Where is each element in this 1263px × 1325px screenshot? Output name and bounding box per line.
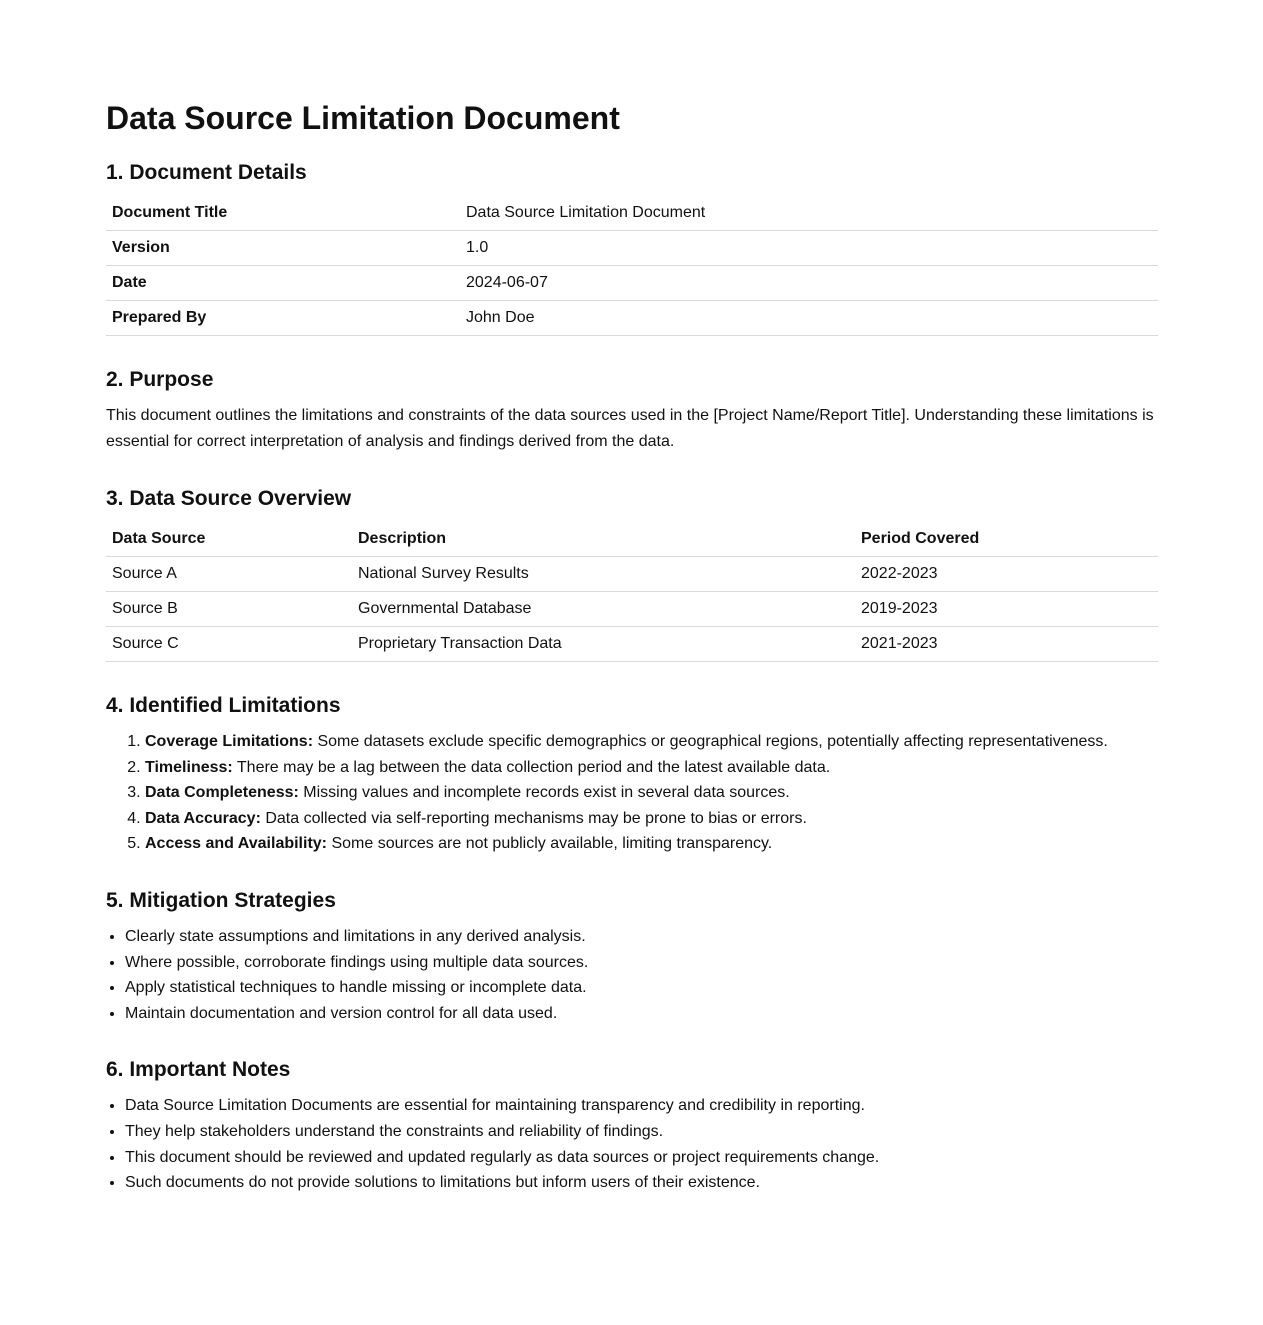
- list-item: [145, 755, 1158, 781]
- column-header: Data Source: [112, 530, 206, 547]
- limitation-text: Data collected via self-reporting mechanisms may be prone to bias or errors.: [260, 809, 807, 827]
- list-item: • Clearly state assumptions and limitations in any derived analysis.: [125, 924, 1158, 950]
- table-cell: Source B: [112, 600, 178, 617]
- table-row: [106, 231, 1158, 266]
- limitation-term: Coverage Limitations:: [145, 733, 314, 750]
- page-title: Data Source Limitation Document: [106, 100, 620, 136]
- limitation-term: Timeliness:: [145, 758, 233, 776]
- table-cell: 2022-2023: [861, 565, 938, 582]
- table-row: [106, 627, 1158, 662]
- table-cell: 2021-2023: [861, 635, 938, 652]
- details-label: Version: [112, 239, 170, 256]
- list-item: • This document should be reviewed and updated regularly as data sources or project requirements change.: [125, 1145, 1158, 1171]
- list-item: • Where possible, corroborate findings using multiple data sources.: [125, 950, 1158, 976]
- list-item: [145, 729, 1158, 755]
- details-label: Document Title: [112, 204, 228, 221]
- details-value: 2024-06-07: [466, 274, 548, 291]
- table-row: [106, 592, 1158, 627]
- notes-list: [106, 1093, 1158, 1195]
- list-item: • They help stakeholders understand the constraints and reliability of findings.: [125, 1119, 1158, 1145]
- list-item: • Maintain documentation and version control for all data used.: [125, 1001, 1158, 1027]
- table-row: [106, 557, 1158, 592]
- mitigation-list: [106, 924, 1158, 1026]
- table-cell: Proprietary Transaction Data: [358, 635, 562, 652]
- document-page: [106, 98, 1158, 1196]
- column-header: Description: [358, 530, 447, 547]
- document-details-table: [106, 196, 1158, 336]
- list-item: [145, 806, 1158, 832]
- section-heading-overview: 3. Data Source Overview: [106, 487, 352, 510]
- limitation-term: Access and Availability:: [145, 835, 327, 853]
- table-header-row: [106, 522, 1158, 557]
- table-row: [106, 266, 1158, 301]
- purpose-paragraph: This document outlines the limitations and constraints of the data sources used in the [Project Name/Report Title]. Understanding these limitations is essential for correct interpretation of analysis and findings derived from the data.: [106, 407, 1154, 450]
- limitation-term: Data Accuracy:: [145, 809, 261, 827]
- table-row: [106, 196, 1158, 231]
- details-value: 1.0: [466, 239, 489, 256]
- table-cell: Source A: [112, 565, 177, 582]
- limitation-text: Some datasets exclude specific demographics or geographical regions, potentially affecting representativeness.: [313, 733, 1108, 750]
- details-value: Data Source Limitation Document: [466, 204, 706, 221]
- section-heading-mitigation: 5. Mitigation Strategies: [106, 888, 336, 912]
- section-heading-purpose: 2. Purpose: [106, 368, 214, 391]
- section-heading-limitations: 4. Identified Limitations: [106, 694, 341, 717]
- list-item: [145, 831, 1158, 857]
- table-cell: Source C: [112, 635, 179, 652]
- list-item: • Data Source Limitation Documents are essential for maintaining transparency and credibility in reporting.: [125, 1093, 1158, 1119]
- limitation-text: There may be a lag between the data collection period and the latest available data.: [232, 758, 831, 776]
- section-heading-details: 1. Document Details: [106, 161, 307, 184]
- data-source-overview-table: [106, 522, 1158, 662]
- limitation-text: Missing values and incomplete records exist in several data sources.: [298, 784, 790, 802]
- table-row: [106, 301, 1158, 336]
- section-heading-notes: 6. Important Notes: [106, 1058, 291, 1082]
- table-cell: 2019-2023: [861, 600, 938, 617]
- limitations-list: [106, 729, 1158, 857]
- details-label: Date: [112, 274, 147, 291]
- details-label: Prepared By: [112, 309, 207, 326]
- details-value: John Doe: [466, 309, 535, 326]
- table-cell: National Survey Results: [358, 565, 529, 582]
- list-item: [145, 780, 1158, 806]
- list-item: • Apply statistical techniques to handle missing or incomplete data.: [125, 975, 1158, 1001]
- list-item: • Such documents do not provide solutions to limitations but inform users of their existence.: [125, 1170, 1158, 1196]
- column-header: Period Covered: [861, 530, 980, 547]
- table-cell: Governmental Database: [358, 600, 532, 617]
- limitation-term: Data Completeness:: [145, 784, 299, 802]
- limitation-text: Some sources are not publicly available, limiting transparency.: [327, 835, 773, 853]
